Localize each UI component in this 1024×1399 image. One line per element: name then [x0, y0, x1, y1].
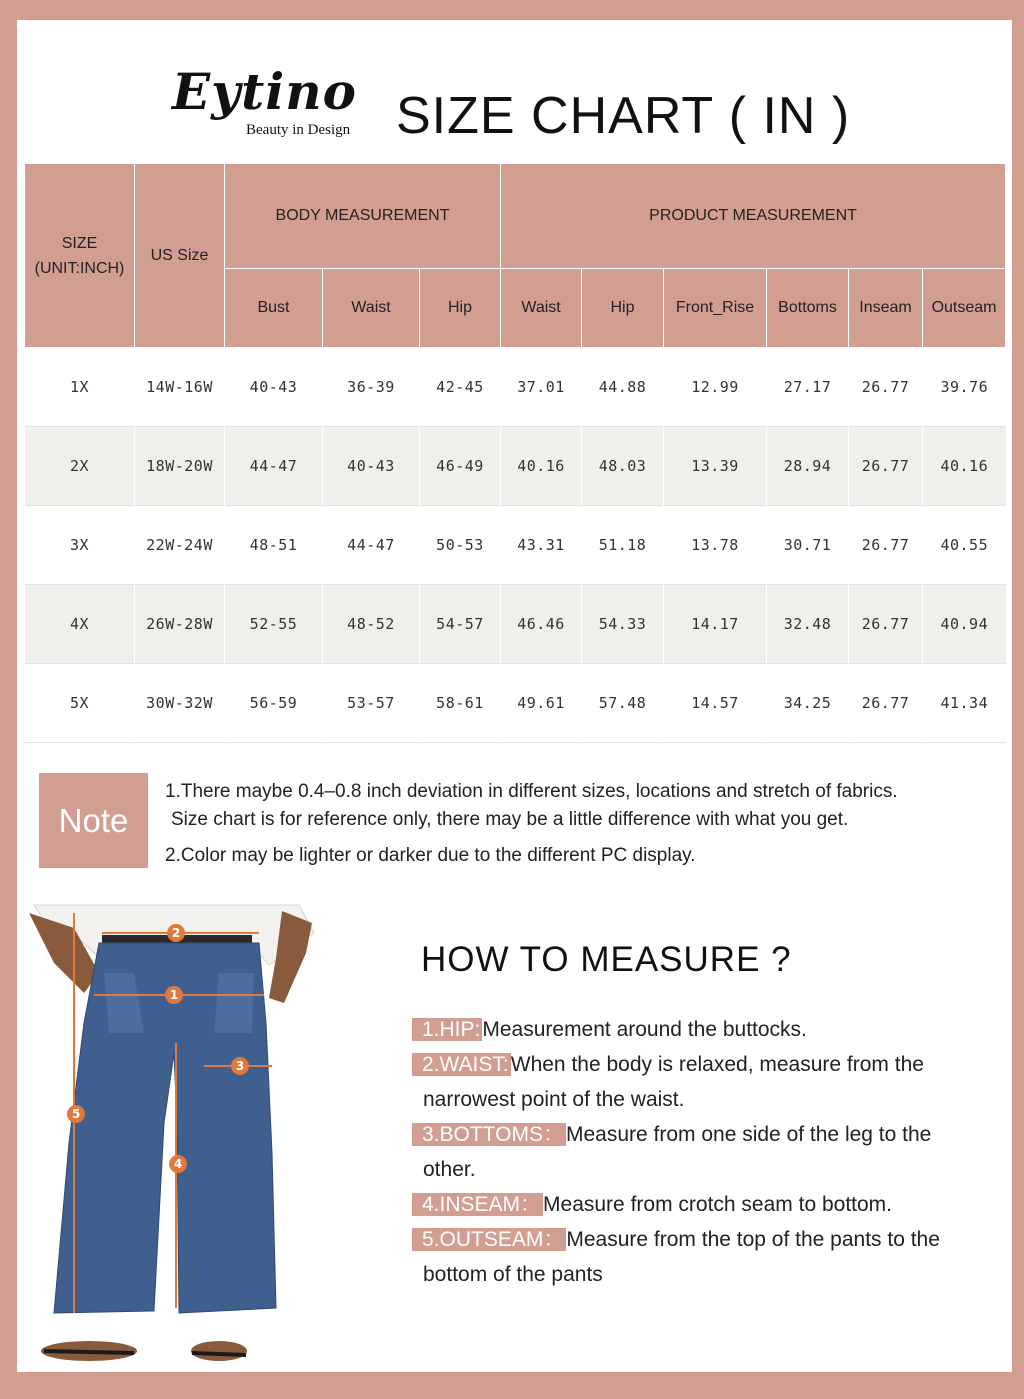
- table-cell: 4X: [25, 585, 135, 664]
- note-text: [165, 778, 1010, 870]
- table-cell: 26.77: [849, 427, 923, 506]
- col-product-hip: Hip: [582, 269, 664, 348]
- col-front-rise: Front_Rise: [664, 269, 767, 348]
- body-measurement-header: BODY MEASUREMENT: [225, 164, 501, 269]
- table-cell: 51.18: [582, 506, 664, 585]
- table-cell: 48.03: [582, 427, 664, 506]
- table-cell: 26.77: [849, 664, 923, 743]
- table-cell: 34.25: [767, 664, 849, 743]
- table-cell: 26.77: [849, 348, 923, 427]
- measure-text: Measure from one side of the leg to the: [565, 1123, 932, 1146]
- measure-tag: 5.OUTSEAM：: [412, 1228, 566, 1251]
- measure-item-inseam: [412, 1187, 1012, 1222]
- table-cell: 40.16: [501, 427, 582, 506]
- table-cell: 49.61: [501, 664, 582, 743]
- table-cell: 54.33: [582, 585, 664, 664]
- table-cell: 3X: [25, 506, 135, 585]
- table-cell: 52-55: [225, 585, 323, 664]
- note-line-2: Size chart is for reference only, there may be a little difference with what you get.: [171, 809, 849, 830]
- table-cell: 13.78: [664, 506, 767, 585]
- measure-item-waist: [412, 1047, 1012, 1117]
- us-size-header: US Size: [135, 164, 225, 348]
- table-cell: 18W-20W: [135, 427, 225, 506]
- col-body-waist: Waist: [323, 269, 420, 348]
- table-row: [25, 427, 1006, 506]
- size-table: [24, 163, 1006, 743]
- marker-label: 1: [169, 988, 179, 1002]
- measure-text: Measure from crotch seam to bottom.: [543, 1193, 892, 1216]
- product-measurement-header: PRODUCT MEASUREMENT: [501, 164, 1006, 269]
- table-cell: 44.88: [582, 348, 664, 427]
- right-pocket-shape: [214, 973, 254, 1033]
- how-to-measure-list: [412, 1012, 1012, 1292]
- logo-tagline: Beauty in Design: [246, 122, 351, 138]
- table-cell: 40.55: [923, 506, 1006, 585]
- table-cell: 22W-24W: [135, 506, 225, 585]
- table-cell: 58-61: [420, 664, 501, 743]
- table-cell: 56-59: [225, 664, 323, 743]
- measure-tag: 3.BOTTOMS：: [412, 1123, 566, 1146]
- table-cell: 5X: [25, 664, 135, 743]
- measure-text: Measure from the top of the pants to the: [566, 1228, 940, 1251]
- table-cell: 54-57: [420, 585, 501, 664]
- table-cell: 39.76: [923, 348, 1006, 427]
- table-cell: 42-45: [420, 348, 501, 427]
- marker-label: 4: [173, 1157, 183, 1171]
- measure-tag: 1.HIP:: [412, 1018, 482, 1041]
- left-sandal-shape: [44, 1351, 134, 1353]
- table-cell: 26.77: [849, 506, 923, 585]
- how-to-measure-title: HOW TO MEASURE ?: [421, 940, 792, 979]
- note-badge: Note: [39, 773, 148, 868]
- table-cell: 40-43: [225, 348, 323, 427]
- table-cell: 26W-28W: [135, 585, 225, 664]
- table-cell: 28.94: [767, 427, 849, 506]
- table-cell: 27.17: [767, 348, 849, 427]
- measure-item-bottoms: [412, 1117, 1012, 1187]
- col-bust: Bust: [225, 269, 323, 348]
- measure-text-cont: narrowest point of the waist.: [423, 1088, 685, 1111]
- table-row: [25, 348, 1006, 427]
- table-row: [25, 585, 1006, 664]
- table-cell: 40.94: [923, 585, 1006, 664]
- table-cell: 14.57: [664, 664, 767, 743]
- page-title: SIZE CHART ( IN ): [396, 87, 851, 145]
- table-cell: 46.46: [501, 585, 582, 664]
- table-cell: 12.99: [664, 348, 767, 427]
- table-cell: 46-49: [420, 427, 501, 506]
- measure-text-cont: other.: [423, 1158, 476, 1181]
- note-line-1: 1.There maybe 0.4–0.8 inch deviation in different sizes, locations and stretch of fabrics.: [165, 781, 898, 802]
- table-row: [25, 506, 1006, 585]
- table-cell: 14.17: [664, 585, 767, 664]
- table-cell: 41.34: [923, 664, 1006, 743]
- table-cell: 32.48: [767, 585, 849, 664]
- table-cell: 13.39: [664, 427, 767, 506]
- table-cell: 30.71: [767, 506, 849, 585]
- col-inseam: Inseam: [849, 269, 923, 348]
- marker-label: 2: [171, 926, 181, 940]
- table-cell: 36-39: [323, 348, 420, 427]
- marker-label: 3: [235, 1059, 245, 1073]
- table-cell: 44-47: [323, 506, 420, 585]
- col-product-waist: Waist: [501, 269, 582, 348]
- measure-item-hip: [412, 1012, 1012, 1047]
- table-cell: 1X: [25, 348, 135, 427]
- table-cell: 57.48: [582, 664, 664, 743]
- measure-text: When the body is relaxed, measure from the: [510, 1053, 924, 1076]
- table-cell: 48-52: [323, 585, 420, 664]
- note-line-3: 2.Color may be lighter or darker due to the different PC display.: [165, 845, 696, 866]
- table-cell: 48-51: [225, 506, 323, 585]
- table-cell: 26.77: [849, 585, 923, 664]
- measure-tag: 4.INSEAM：: [412, 1193, 543, 1216]
- right-foot-shape: [191, 1341, 247, 1361]
- col-body-hip: Hip: [420, 269, 501, 348]
- table-cell: 40-43: [323, 427, 420, 506]
- brand-logo: [172, 62, 372, 152]
- measure-tag: 2.WAIST:: [412, 1053, 511, 1076]
- table-cell: 50-53: [420, 506, 501, 585]
- table-cell: 30W-32W: [135, 664, 225, 743]
- logo-wordmark: Eytino: [172, 62, 357, 121]
- table-cell: 40.16: [923, 427, 1006, 506]
- measure-item-outseam: [412, 1222, 1012, 1292]
- table-cell: 37.01: [501, 348, 582, 427]
- table-cell: 43.31: [501, 506, 582, 585]
- col-bottoms: Bottoms: [767, 269, 849, 348]
- measure-text: Measurement around the buttocks.: [482, 1018, 807, 1041]
- right-sandal-shape: [192, 1353, 246, 1355]
- table-cell: 14W-16W: [135, 348, 225, 427]
- marker-label: 5: [71, 1107, 81, 1121]
- size-table-body: [25, 348, 1006, 743]
- table-cell: 53-57: [323, 664, 420, 743]
- col-outseam: Outseam: [923, 269, 1006, 348]
- jeans-measurement-illustration: [14, 903, 324, 1373]
- table-cell: 44-47: [225, 427, 323, 506]
- size-header: SIZE (UNIT:INCH): [25, 164, 135, 348]
- table-cell: 2X: [25, 427, 135, 506]
- table-row: [25, 664, 1006, 743]
- measure-text-cont: bottom of the pants: [423, 1263, 603, 1286]
